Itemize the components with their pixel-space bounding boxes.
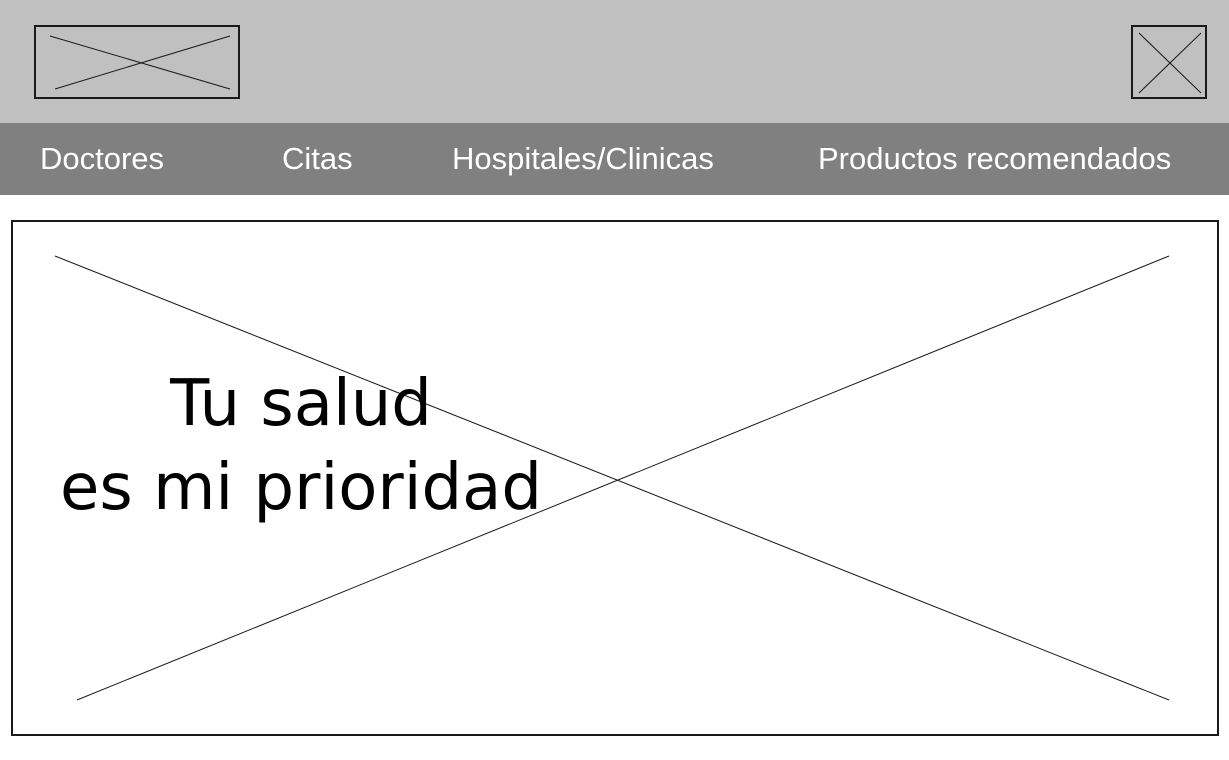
nav-item-citas[interactable]: Citas [282,141,353,176]
nav-item-hospitales-clinicas[interactable]: Hospitales/Clinicas [452,141,714,176]
nav-item-doctores[interactable]: Doctores [40,141,165,176]
main-navigation [0,123,1229,195]
hero-title [41,362,561,530]
header [0,0,1229,123]
header-image-placeholder-icon[interactable] [1131,25,1207,99]
logo-image-placeholder-icon[interactable] [34,25,240,99]
nav-item-productos-recomendados[interactable]: Productos recomendados [818,141,1172,176]
hero-title-line-2: es mi prioridad [60,451,542,525]
hero-banner [11,220,1219,736]
hero-title-line-1: Tu salud [170,367,432,441]
